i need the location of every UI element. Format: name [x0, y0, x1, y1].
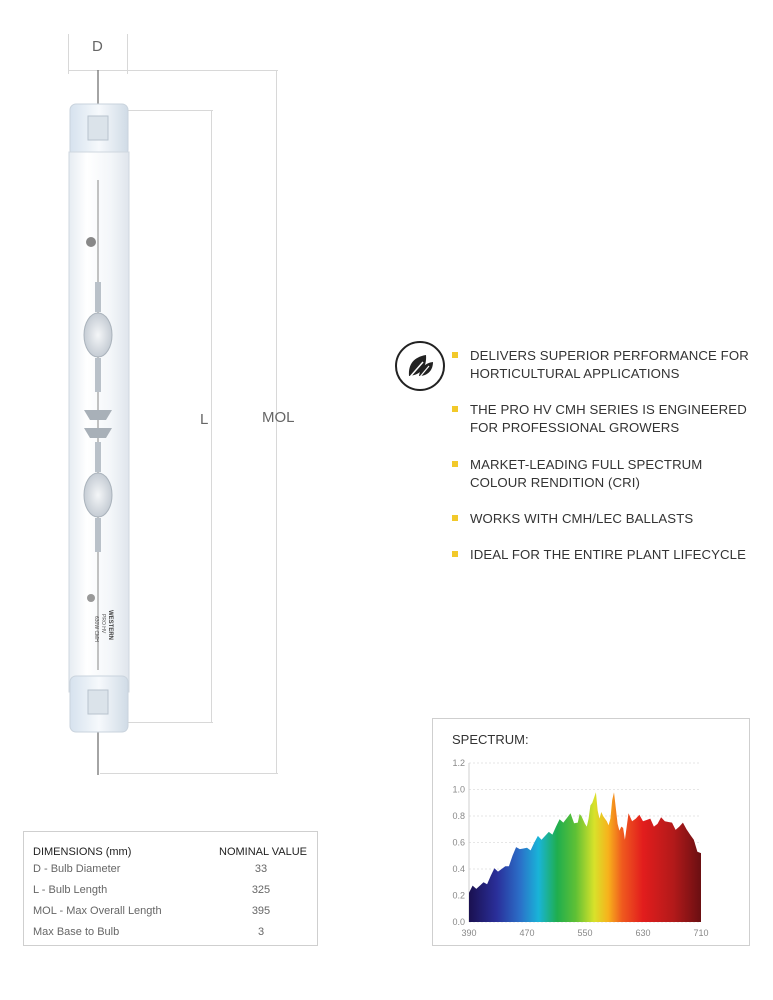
d-dimension-line-right: [127, 34, 128, 74]
table-row: [24, 926, 317, 946]
row-label: L - Bulb Length: [33, 884, 108, 896]
spectrum-title: SPECTRUM:: [452, 732, 529, 747]
x-tick-label: 630: [635, 928, 651, 938]
bulb-illustration: [60, 70, 140, 775]
spectrum-area: [469, 792, 701, 922]
bullet-icon: [452, 461, 458, 467]
x-tick-label: 470: [519, 928, 535, 938]
d-dimension-label: D: [92, 38, 103, 55]
x-tick-label: 710: [693, 928, 709, 938]
feature-text: THE PRO HV CMH SERIES IS ENGINEERED FOR PROFESSIONAL GROWERS: [470, 402, 747, 435]
spectrum-panel: [432, 718, 750, 946]
y-tick-label: 0.6: [452, 837, 465, 848]
y-tick-label: 0.0: [452, 917, 465, 927]
bulb-brand-text: WESTERN: [107, 610, 113, 640]
mol-top-line: [128, 70, 278, 71]
row-value: 395: [251, 905, 271, 917]
bulb-model-text-2: 630W CMH: [93, 616, 99, 642]
row-value: 33: [254, 863, 268, 875]
l-bottom-line: [128, 722, 213, 723]
y-tick-label: 0.2: [452, 890, 465, 901]
row-label: D - Bulb Diameter: [33, 863, 121, 875]
mol-dimension-label: MOL: [262, 409, 295, 426]
bullet-icon: [452, 352, 458, 358]
feature-text: MARKET-LEADING FULL SPECTRUM COLOUR RENDITION (CRI): [470, 457, 703, 490]
l-vertical-line: [211, 110, 212, 723]
feature-text: IDEAL FOR THE ENTIRE PLANT LIFECYCLE: [470, 547, 746, 562]
bullet-icon: [452, 551, 458, 557]
bullet-icon: [452, 406, 458, 412]
table-header-nominal-value: NOMINAL VALUE: [219, 846, 308, 858]
y-tick-label: 1.2: [452, 758, 465, 768]
row-value: 325: [251, 884, 271, 896]
leaf-icon: [392, 338, 448, 394]
x-tick-label: 390: [461, 928, 477, 938]
x-tick-label: 550: [577, 928, 593, 938]
d-dimension-line-left: [68, 34, 69, 74]
y-tick-label: 0.4: [452, 864, 465, 874]
table-row: [24, 884, 317, 904]
row-label: Max Base to Bulb: [33, 926, 120, 938]
l-dimension-label: L: [200, 411, 209, 428]
bulb-model-text-1: PRO HV: [100, 614, 106, 634]
table-header-dimensions: DIMENSIONS (mm): [33, 846, 132, 858]
row-label: MOL - Max Overall Length: [33, 905, 162, 917]
dimensions-table: [23, 831, 318, 946]
table-row: [24, 863, 317, 883]
y-tick-label: 0.8: [452, 811, 465, 821]
row-value: 3: [257, 926, 265, 938]
spectrum-chart: [433, 719, 749, 945]
bullet-icon: [452, 515, 458, 521]
l-top-line: [128, 110, 213, 111]
y-tick-label: 1.0: [452, 784, 465, 795]
table-row: [24, 905, 317, 925]
feature-text: WORKS WITH CMH/LEC BALLASTS: [470, 511, 694, 526]
feature-text: DELIVERS SUPERIOR PERFORMANCE FOR HORTICULTURAL APPLICATIONS: [470, 348, 749, 381]
